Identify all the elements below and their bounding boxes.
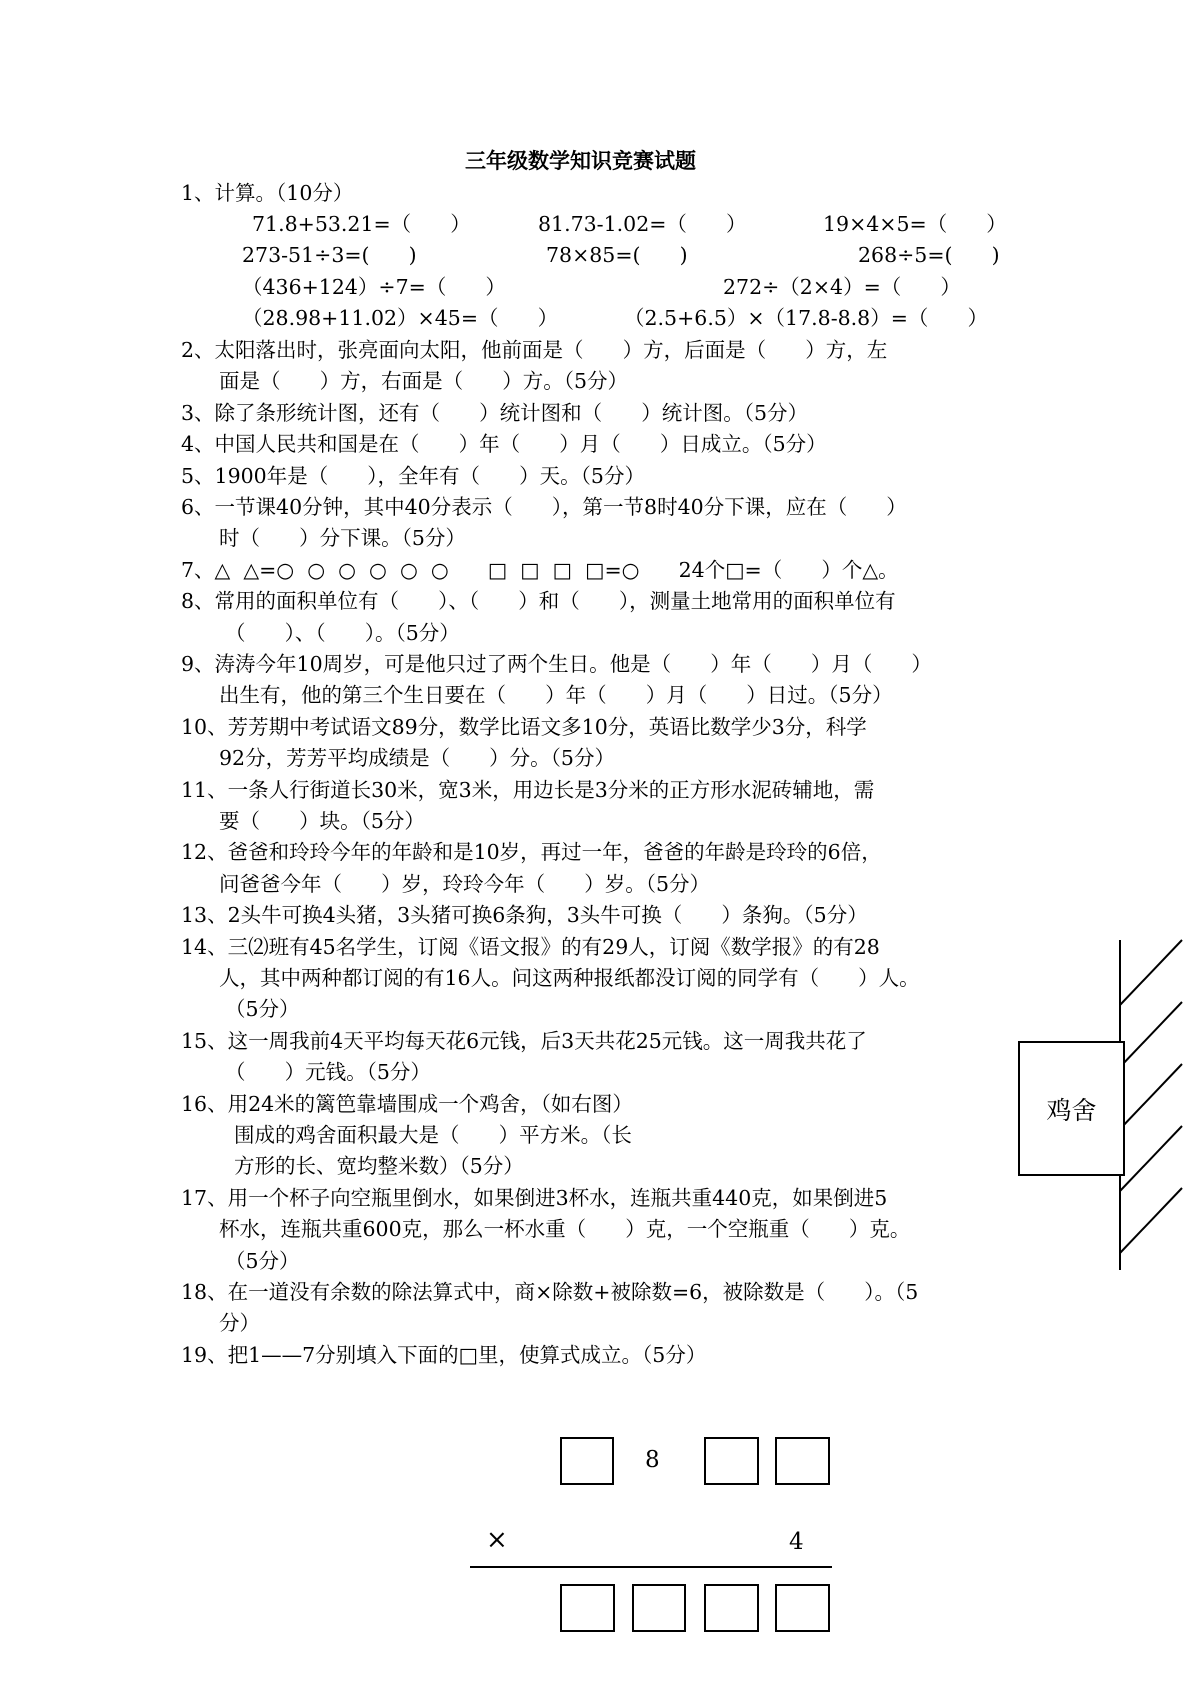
q2-line-2: 面是（ ）方，右面是（ ）方。（5分） [219, 369, 628, 393]
q10-line-1: 10、芳芳期中考试语文89分，数学比语文多10分，英语比数学少3分，科学 [181, 715, 867, 739]
q5-line: 5、1900年是（ ），全年有（ ）天。（5分） [181, 464, 645, 488]
q14-line-3: （5分） [225, 997, 300, 1021]
answer-box[interactable] [560, 1584, 615, 1632]
answer-box[interactable] [775, 1437, 830, 1485]
q11-line-1: 11、一条人行街道长30米，宽3米，用边长是3分米的正方形水泥砖辅地，需 [181, 778, 875, 802]
q1-calc-10: （2.5+6.5）×（17.8-8.8）=（ ） [624, 306, 989, 330]
q12-line-2: 问爸爸今年（ ）岁，玲玲今年（ ）岁。（5分） [219, 872, 710, 896]
q8-line-2: （ ）、（ ）。（5分） [225, 621, 460, 645]
answer-box[interactable] [632, 1584, 686, 1632]
q8-line-1: 8、常用的面积单位有（ ）、（ ）和（ ），测量土地常用的面积单位有 [181, 589, 896, 613]
q13-line: 13、2头牛可换4头猪，3头猪可换6条狗，3头牛可换（ ）条狗。（5分） [181, 903, 868, 927]
q15-line-2: （ ）元钱。（5分） [225, 1060, 431, 1084]
q4-line: 4、中国人民共和国是在（ ）年（ ）月（ ）日成立。（5分） [181, 432, 827, 456]
times-sign: × [486, 1525, 508, 1555]
q1-calc-2: 81.73-1.02=（ ） [538, 212, 747, 236]
answer-box[interactable] [775, 1584, 830, 1632]
digit-8: 8 [645, 1447, 660, 1473]
chicken-coop-box [1018, 1041, 1125, 1176]
q6-line-2: 时（ ）分下课。（5分） [219, 526, 466, 550]
q9-line-2: 出生有，他的第三个生日要在（ ）年（ ）月（ ）日过。（5分） [219, 683, 893, 707]
q1-calc-7: （436+124）÷7=（ ） [242, 275, 506, 299]
q19-line: 19、把1——7分别填入下面的□里，使算式成立。（5分） [181, 1343, 707, 1367]
q16-line-3: 方形的长、宽均整米数）（5分） [234, 1154, 524, 1178]
q7-line: 7、△ △=○ ○ ○ ○ ○ ○ □ □ □ □=○ 24个□=（ ）个△。 [181, 558, 899, 582]
q1-calc-8: 272÷（2×4）=（ ） [723, 275, 961, 299]
q11-line-2: 要（ ）块。（5分） [219, 809, 425, 833]
q1-calc-9: （28.98+11.02）×45=（ ） [242, 306, 559, 330]
answer-box[interactable] [560, 1437, 614, 1485]
q1-header: 1、计算。（10分） [181, 181, 354, 205]
q3-line: 3、除了条形统计图，还有（ ）统计图和（ ）统计图。（5分） [181, 401, 809, 425]
chicken-coop-label: 鸡舍 [1046, 1096, 1097, 1125]
q6-line-1: 6、一节课40分钟，其中40分表示（ ），第一节8时40分下课，应在（ ） [181, 495, 907, 519]
q14-line-1: 14、三⑵班有45名学生，订阅《语文报》的有29人，订阅《数学报》的有28 [181, 935, 880, 959]
q15-line-1: 15、这一周我前4天平均每天花6元钱，后3天共花25元钱。这一周我共花了 [181, 1029, 867, 1053]
q1-calc-3: 19×4×5=（ ） [823, 212, 1007, 236]
digit-4: 4 [789, 1529, 804, 1555]
q1-calc-6: 268÷5=( ) [858, 243, 1000, 267]
q18-line-2: 分） [219, 1311, 260, 1335]
q18-line-1: 18、在一道没有余数的除法算式中，商×除数+被除数=6，被除数是（ ）。（5 [181, 1280, 919, 1304]
q1-calc-1: 71.8+53.21=（ ） [252, 212, 471, 236]
q17-line-1: 17、用一个杯子向空瓶里倒水，如果倒进3杯水，连瓶共重440克，如果倒进5 [181, 1186, 888, 1210]
q1-calc-5: 78×85=( ) [546, 243, 688, 267]
q1-calc-4: 273-51÷3=( ) [242, 243, 417, 267]
q2-line-1: 2、太阳落出时，张亮面向太阳，他前面是（ ）方，后面是（ ）方，左 [181, 338, 888, 362]
q16-line-2: 围成的鸡舍面积最大是（ ）平方米。（长 [234, 1123, 632, 1147]
q17-line-3: （5分） [225, 1249, 300, 1273]
q17-line-2: 杯水，连瓶共重600克，那么一杯水重（ ）克，一个空瓶重（ ）克。 [219, 1217, 911, 1241]
q12-line-1: 12、爸爸和玲玲今年的年龄和是10岁，再过一年，爸爸的年龄是玲玲的6倍， [181, 840, 882, 864]
answer-box[interactable] [704, 1584, 759, 1632]
q14-line-2: 人，其中两种都订阅的有16人。问这两种报纸都没订阅的同学有（ ）人。 [219, 966, 920, 990]
q9-line-1: 9、涛涛今年10周岁，可是他只过了两个生日。他是（ ）年（ ）月（ ） [181, 652, 932, 676]
answer-box[interactable] [704, 1437, 759, 1485]
q16-line-1: 16、用24米的篱笆靠墙围成一个鸡舍，（如右图） [181, 1092, 633, 1116]
product-line [470, 1566, 832, 1568]
page-title: 三年级数学知识竞赛试题 [465, 148, 696, 173]
q10-line-2: 92分，芳芳平均成绩是（ ）分。（5分） [219, 746, 615, 770]
